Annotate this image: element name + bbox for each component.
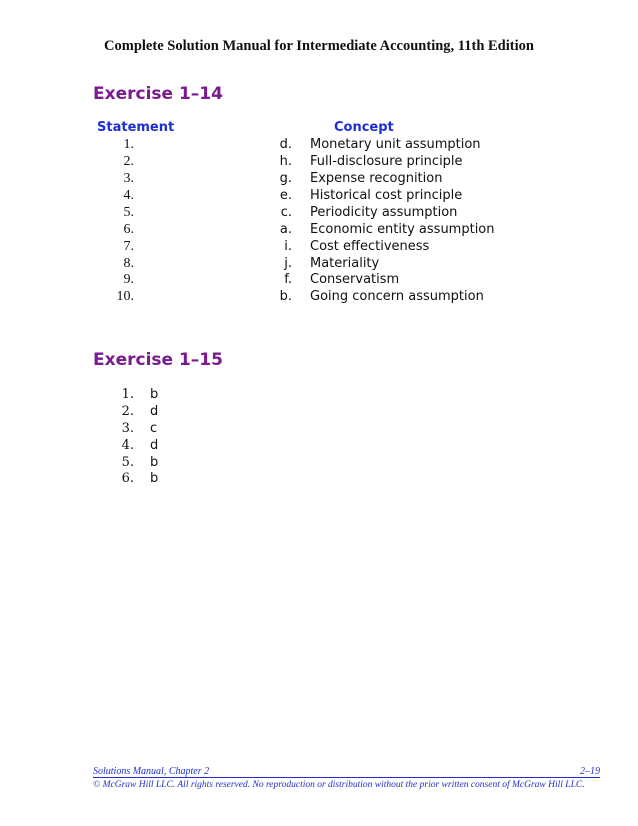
footer-copyright: © McGraw Hill LLC. All rights reserved. No reproduction or distribution without the prior written consent of McGraw Hill LLC.	[93, 780, 585, 790]
concept-letter: e.	[279, 188, 292, 203]
concept-name: Materiality	[310, 256, 380, 271]
list-item	[0, 438, 300, 455]
page-header: Complete Solution Manual for Intermediate Accounting, 11th Edition	[104, 38, 534, 54]
list-item	[0, 387, 300, 404]
table-row	[0, 239, 638, 256]
concept-letter: c.	[280, 205, 292, 220]
answer-number: 4.	[121, 438, 134, 453]
list-item	[0, 404, 300, 421]
concept-letter: f.	[284, 272, 292, 287]
concept-name: Cost effectiveness	[310, 239, 430, 254]
concept-name: Periodicity assumption	[310, 205, 458, 220]
concept-column-header: Concept	[334, 120, 394, 135]
concept-name: Going concern assumption	[310, 289, 484, 304]
statement-number: 3.	[123, 171, 134, 186]
table-row	[0, 256, 638, 273]
concept-name: Conservatism	[310, 272, 400, 287]
table-row	[0, 222, 638, 239]
answer-number: 6.	[121, 471, 134, 486]
concept-letter: i.	[284, 239, 292, 254]
statement-number: 5.	[123, 205, 134, 220]
footer-chapter: Solutions Manual, Chapter 2	[93, 766, 210, 777]
concept-name: Economic entity assumption	[310, 222, 495, 237]
table-row	[0, 289, 638, 306]
answer-value: b	[150, 471, 159, 486]
answer-value: c	[150, 421, 158, 436]
concept-letter: g.	[279, 171, 292, 186]
statement-number: 2.	[123, 154, 134, 169]
concept-letter: j.	[284, 256, 292, 271]
statement-number: 9.	[123, 272, 134, 287]
footer-divider	[93, 777, 600, 778]
table-row	[0, 188, 638, 205]
concept-name: Historical cost principle	[310, 188, 463, 203]
concept-letter: h.	[279, 154, 292, 169]
footer-page-number: 2–19	[580, 766, 600, 777]
table-row	[0, 171, 638, 188]
statement-column-header: Statement	[97, 120, 175, 135]
list-item	[0, 421, 300, 438]
statement-number: 1.	[123, 137, 134, 152]
concept-name: Full-disclosure principle	[310, 154, 463, 169]
answer-number: 5.	[121, 455, 134, 470]
table-row	[0, 205, 638, 222]
answer-number: 3.	[121, 421, 134, 436]
table-row	[0, 137, 638, 154]
concept-letter: a.	[279, 222, 292, 237]
statement-number: 7.	[123, 239, 134, 254]
list-item	[0, 455, 300, 472]
statement-number: 6.	[123, 222, 134, 237]
concept-name: Monetary unit assumption	[310, 137, 481, 152]
answer-value: d	[150, 438, 159, 453]
table-row	[0, 272, 638, 289]
statement-number: 4.	[123, 188, 134, 203]
statement-number: 10.	[116, 289, 134, 304]
answer-value: b	[150, 455, 159, 470]
answer-value: d	[150, 404, 159, 419]
exercise-1-15-title: Exercise 1–15	[93, 350, 223, 370]
answer-number: 2.	[121, 404, 134, 419]
concept-letter: d.	[279, 137, 292, 152]
answer-number: 1.	[121, 387, 134, 402]
table-row	[0, 154, 638, 171]
answer-value: b	[150, 387, 159, 402]
concept-name: Expense recognition	[310, 171, 443, 186]
list-item	[0, 471, 300, 488]
exercise-1-14-title: Exercise 1–14	[93, 84, 223, 104]
concept-letter: b.	[279, 289, 292, 304]
statement-number: 8.	[123, 256, 134, 271]
